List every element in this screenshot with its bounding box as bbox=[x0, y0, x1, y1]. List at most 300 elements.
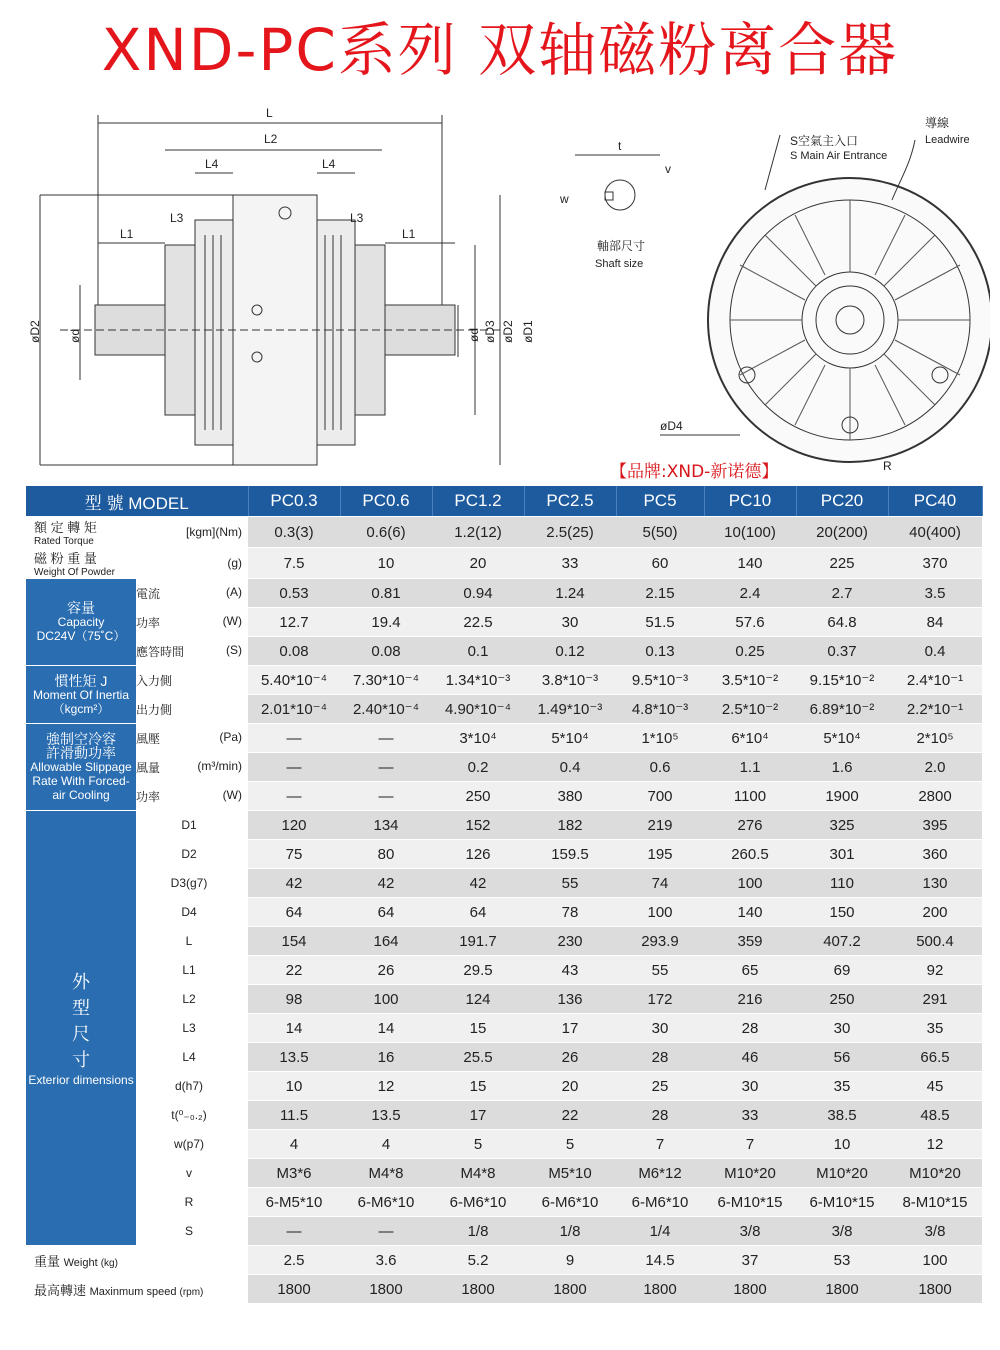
exterior-row-name: w(p7) bbox=[173, 1137, 204, 1151]
capacity-row-unit: (W) bbox=[222, 613, 242, 628]
rated-torque-label bbox=[26, 517, 136, 548]
powder-weight-value-PC40: 370 bbox=[888, 548, 982, 579]
rated-torque-label-en: Rated Torque bbox=[34, 536, 94, 547]
exterior-row-name: L bbox=[185, 934, 193, 948]
capacity-value-PC5: 0.13 bbox=[616, 637, 704, 666]
exterior-row bbox=[26, 985, 982, 1014]
exterior-row-label bbox=[136, 898, 248, 927]
exterior-value-PC40: 500.4 bbox=[888, 927, 982, 956]
slippage-row bbox=[26, 753, 982, 782]
exterior-value-PC0.3: 14 bbox=[248, 1014, 340, 1043]
inertia-value-PC0.3: 5.40*10⁻⁴ bbox=[248, 666, 340, 695]
exterior-value-PC5: 172 bbox=[616, 985, 704, 1014]
rated-torque-value-PC20: 20(200) bbox=[796, 517, 888, 548]
powder-weight-value-PC2.5: 33 bbox=[524, 548, 616, 579]
capacity-value-PC20: 64.8 bbox=[796, 608, 888, 637]
max-speed-value-PC0.6: 1800 bbox=[340, 1275, 432, 1304]
dim-L1-right: L1 bbox=[402, 227, 416, 241]
slippage-cn1: 強制空冷容 bbox=[46, 731, 116, 747]
inertia-value-PC10: 3.5*10⁻² bbox=[704, 666, 796, 695]
powder-weight-unit: (g) bbox=[136, 548, 248, 579]
exterior-row bbox=[26, 927, 982, 956]
exterior-row bbox=[26, 811, 982, 840]
capacity-note: DC24V（75˚C） bbox=[36, 629, 126, 643]
model-PC40: PC40 bbox=[888, 486, 982, 517]
exterior-value-PC5: 55 bbox=[616, 956, 704, 985]
capacity-row-label bbox=[136, 637, 248, 666]
dim-L4-right: L4 bbox=[322, 157, 336, 171]
exterior-value-PC20: 35 bbox=[796, 1072, 888, 1101]
exterior-value-PC10: 33 bbox=[704, 1101, 796, 1130]
exterior-value-PC5: 6-M6*10 bbox=[616, 1188, 704, 1217]
inertia-value-PC0.6: 2.40*10⁻⁴ bbox=[340, 695, 432, 724]
powder-weight-value-PC0.6: 10 bbox=[340, 548, 432, 579]
exterior-value-PC40: 291 bbox=[888, 985, 982, 1014]
model-PC1.2: PC1.2 bbox=[432, 486, 524, 517]
capacity-row-label bbox=[136, 579, 248, 608]
max-speed-cn: 最高轉速 bbox=[34, 1282, 90, 1298]
exterior-value-PC20: 325 bbox=[796, 811, 888, 840]
weight-en: Weight bbox=[63, 1256, 101, 1269]
exterior-value-PC1.2: 25.5 bbox=[432, 1043, 524, 1072]
weight-row bbox=[26, 1246, 982, 1275]
exterior-value-PC10: 276 bbox=[704, 811, 796, 840]
rated-torque-value-PC10: 10(100) bbox=[704, 517, 796, 548]
slippage-en: Allowable Slippage Rate With Forced-air Cooling bbox=[30, 760, 132, 802]
exterior-value-PC5: 74 bbox=[616, 869, 704, 898]
exterior-row-label bbox=[136, 1188, 248, 1217]
exterior-row-name: L2 bbox=[182, 992, 196, 1006]
exterior-row-name: D1 bbox=[181, 818, 197, 832]
leadwire-en: Leadwire bbox=[925, 134, 970, 146]
exterior-value-PC0.3: 154 bbox=[248, 927, 340, 956]
dim-D4: øD4 bbox=[660, 419, 683, 433]
exterior-value-PC0.6: 6-M6*10 bbox=[340, 1188, 432, 1217]
capacity-row bbox=[26, 608, 982, 637]
exterior-row-label bbox=[136, 869, 248, 898]
powder-weight-value-PC5: 60 bbox=[616, 548, 704, 579]
weight-cn: 重量 bbox=[34, 1253, 64, 1269]
dim-w: w bbox=[560, 192, 569, 206]
exterior-value-PC20: 30 bbox=[796, 1014, 888, 1043]
exterior-value-PC40: 8-M10*15 bbox=[888, 1188, 982, 1217]
capacity-row bbox=[26, 579, 982, 608]
dim-v: v bbox=[665, 162, 671, 176]
slippage-row-name: 風量 bbox=[136, 760, 161, 775]
exterior-value-PC40: 3/8 bbox=[888, 1217, 982, 1246]
air-entrance-en: S Main Air Entrance bbox=[790, 150, 888, 162]
inertia-row-label bbox=[136, 666, 248, 695]
exterior-value-PC2.5: 22 bbox=[524, 1101, 616, 1130]
exterior-value-PC2.5: 1/8 bbox=[524, 1217, 616, 1246]
exterior-value-PC1.2: 5 bbox=[432, 1130, 524, 1159]
exterior-value-PC40: 45 bbox=[888, 1072, 982, 1101]
slippage-value-PC0.6: — bbox=[340, 753, 432, 782]
exterior-value-PC1.2: 6-M6*10 bbox=[432, 1188, 524, 1217]
exterior-cn-char-0: 外 bbox=[72, 972, 90, 992]
capacity-cn: 容量 bbox=[67, 600, 95, 616]
capacity-value-PC1.2: 22.5 bbox=[432, 608, 524, 637]
exterior-value-PC1.2: M4*8 bbox=[432, 1159, 524, 1188]
slippage-value-PC10: 1100 bbox=[704, 782, 796, 811]
capacity-row-unit: (A) bbox=[226, 584, 242, 599]
exterior-value-PC5: 28 bbox=[616, 1043, 704, 1072]
rated-torque-unit: [kgm](Nm) bbox=[136, 517, 248, 548]
slippage-value-PC40: 2*10⁵ bbox=[888, 724, 982, 753]
exterior-value-PC0.6: 14 bbox=[340, 1014, 432, 1043]
exterior-value-PC5: 100 bbox=[616, 898, 704, 927]
exterior-value-PC20: 56 bbox=[796, 1043, 888, 1072]
exterior-value-PC0.6: 64 bbox=[340, 898, 432, 927]
capacity-row-label bbox=[136, 608, 248, 637]
weight-value-PC5: 14.5 bbox=[616, 1246, 704, 1275]
rated-torque-value-PC1.2: 1.2(12) bbox=[432, 517, 524, 548]
weight-value-PC0.3: 2.5 bbox=[248, 1246, 340, 1275]
exterior-value-PC2.5: 26 bbox=[524, 1043, 616, 1072]
exterior-value-PC10: 3/8 bbox=[704, 1217, 796, 1246]
slippage-row-label bbox=[136, 724, 248, 753]
slippage-group bbox=[26, 724, 136, 811]
slippage-value-PC2.5: 380 bbox=[524, 782, 616, 811]
exterior-value-PC40: 130 bbox=[888, 869, 982, 898]
inertia-row-label bbox=[136, 695, 248, 724]
capacity-group bbox=[26, 579, 136, 666]
exterior-value-PC0.3: 120 bbox=[248, 811, 340, 840]
exterior-row-label bbox=[136, 1043, 248, 1072]
powder-weight-label bbox=[26, 548, 136, 579]
rated-torque-value-PC2.5: 2.5(25) bbox=[524, 517, 616, 548]
slippage-value-PC1.2: 250 bbox=[432, 782, 524, 811]
exterior-value-PC10: 28 bbox=[704, 1014, 796, 1043]
exterior-row-label bbox=[136, 985, 248, 1014]
slippage-value-PC0.6: — bbox=[340, 782, 432, 811]
leadwire-cn: 導線 bbox=[925, 116, 950, 130]
dim-L2: L2 bbox=[264, 132, 278, 146]
exterior-value-PC0.6: M4*8 bbox=[340, 1159, 432, 1188]
exterior-row-label bbox=[136, 927, 248, 956]
exterior-value-PC1.2: 1/8 bbox=[432, 1217, 524, 1246]
exterior-value-PC2.5: 230 bbox=[524, 927, 616, 956]
exterior-value-PC20: 407.2 bbox=[796, 927, 888, 956]
dim-L1-left: L1 bbox=[120, 227, 134, 241]
exterior-value-PC5: 1/4 bbox=[616, 1217, 704, 1246]
model-header: 型 號 MODEL bbox=[26, 486, 248, 517]
exterior-row bbox=[26, 1130, 982, 1159]
inertia-value-PC40: 2.4*10⁻¹ bbox=[888, 666, 982, 695]
exterior-row-label bbox=[136, 1130, 248, 1159]
exterior-row-name: L1 bbox=[182, 963, 196, 977]
exterior-value-PC10: 100 bbox=[704, 869, 796, 898]
spec-table bbox=[26, 486, 983, 1304]
exterior-row bbox=[26, 1043, 982, 1072]
capacity-value-PC0.6: 19.4 bbox=[340, 608, 432, 637]
exterior-value-PC10: 30 bbox=[704, 1072, 796, 1101]
exterior-value-PC5: 293.9 bbox=[616, 927, 704, 956]
exterior-value-PC40: 200 bbox=[888, 898, 982, 927]
exterior-value-PC2.5: 43 bbox=[524, 956, 616, 985]
exterior-value-PC10: 260.5 bbox=[704, 840, 796, 869]
exterior-value-PC20: 10 bbox=[796, 1130, 888, 1159]
exterior-group bbox=[26, 811, 136, 1246]
inertia-cn: 慣性矩 J bbox=[54, 672, 108, 689]
exterior-row bbox=[26, 1101, 982, 1130]
slippage-value-PC40: 2800 bbox=[888, 782, 982, 811]
exterior-row-name: D2 bbox=[181, 847, 197, 861]
air-entrance-cn: S空氣主入口 bbox=[790, 134, 859, 148]
exterior-value-PC20: 301 bbox=[796, 840, 888, 869]
inertia-value-PC1.2: 1.34*10⁻³ bbox=[432, 666, 524, 695]
slippage-row-unit: (Pa) bbox=[219, 729, 242, 744]
exterior-value-PC5: 25 bbox=[616, 1072, 704, 1101]
exterior-value-PC2.5: 159.5 bbox=[524, 840, 616, 869]
inertia-value-PC2.5: 1.49*10⁻³ bbox=[524, 695, 616, 724]
exterior-row-name: D4 bbox=[181, 905, 197, 919]
exterior-value-PC40: 395 bbox=[888, 811, 982, 840]
exterior-value-PC0.3: 13.5 bbox=[248, 1043, 340, 1072]
model-PC5: PC5 bbox=[616, 486, 704, 517]
dim-L3-right: L3 bbox=[350, 211, 364, 225]
table-header-row bbox=[26, 486, 982, 517]
capacity-row bbox=[26, 637, 982, 666]
weight-value-PC40: 100 bbox=[888, 1246, 982, 1275]
slippage-row-name: 風壓 bbox=[136, 731, 161, 746]
exterior-value-PC20: 150 bbox=[796, 898, 888, 927]
inertia-row-name: 出力側 bbox=[136, 702, 173, 717]
slippage-row-label bbox=[136, 782, 248, 811]
rated-torque-row bbox=[26, 517, 982, 548]
capacity-en: Capacity bbox=[57, 615, 105, 629]
exterior-value-PC20: M10*20 bbox=[796, 1159, 888, 1188]
inertia-unit: （kgcm²） bbox=[52, 701, 110, 716]
inertia-row bbox=[26, 695, 982, 724]
exterior-value-PC1.2: 64 bbox=[432, 898, 524, 927]
exterior-value-PC10: M10*20 bbox=[704, 1159, 796, 1188]
capacity-row-name: 電流 bbox=[136, 586, 161, 601]
powder-weight-label-cn: 磁 粉 重 量 bbox=[34, 551, 97, 566]
exterior-value-PC40: 92 bbox=[888, 956, 982, 985]
exterior-value-PC10: 65 bbox=[704, 956, 796, 985]
model-PC0.3: PC0.3 bbox=[248, 486, 340, 517]
slippage-value-PC5: 0.6 bbox=[616, 753, 704, 782]
exterior-value-PC20: 6-M10*15 bbox=[796, 1188, 888, 1217]
inertia-value-PC5: 4.8*10⁻³ bbox=[616, 695, 704, 724]
exterior-value-PC2.5: 17 bbox=[524, 1014, 616, 1043]
exterior-value-PC10: 46 bbox=[704, 1043, 796, 1072]
capacity-value-PC40: 0.4 bbox=[888, 637, 982, 666]
rated-torque-value-PC0.3: 0.3(3) bbox=[248, 517, 340, 548]
exterior-value-PC0.3: — bbox=[248, 1217, 340, 1246]
exterior-value-PC40: 360 bbox=[888, 840, 982, 869]
max-speed-value-PC0.3: 1800 bbox=[248, 1275, 340, 1304]
inertia-value-PC40: 2.2*10⁻¹ bbox=[888, 695, 982, 724]
exterior-row-name: S bbox=[184, 1224, 193, 1238]
exterior-value-PC40: 12 bbox=[888, 1130, 982, 1159]
capacity-row-name: 功率 bbox=[136, 615, 161, 630]
capacity-value-PC2.5: 0.12 bbox=[524, 637, 616, 666]
exterior-value-PC2.5: 78 bbox=[524, 898, 616, 927]
capacity-value-PC10: 57.6 bbox=[704, 608, 796, 637]
dim-D1: øD1 bbox=[521, 320, 535, 343]
exterior-value-PC0.3: M3*6 bbox=[248, 1159, 340, 1188]
exterior-value-PC5: 219 bbox=[616, 811, 704, 840]
capacity-value-PC0.6: 0.81 bbox=[340, 579, 432, 608]
capacity-row-unit: (S) bbox=[226, 642, 242, 657]
capacity-value-PC20: 0.37 bbox=[796, 637, 888, 666]
slippage-value-PC20: 5*10⁴ bbox=[796, 724, 888, 753]
max-speed-value-PC40: 1800 bbox=[888, 1275, 982, 1304]
slippage-value-PC1.2: 3*10⁴ bbox=[432, 724, 524, 753]
weight-label bbox=[26, 1246, 248, 1275]
weight-value-PC2.5: 9 bbox=[524, 1246, 616, 1275]
exterior-row-name: d(h7) bbox=[174, 1079, 203, 1093]
exterior-value-PC1.2: 191.7 bbox=[432, 927, 524, 956]
exterior-value-PC20: 110 bbox=[796, 869, 888, 898]
exterior-value-PC1.2: 152 bbox=[432, 811, 524, 840]
capacity-value-PC1.2: 0.1 bbox=[432, 637, 524, 666]
exterior-value-PC0.6: 164 bbox=[340, 927, 432, 956]
capacity-value-PC2.5: 1.24 bbox=[524, 579, 616, 608]
exterior-value-PC10: 7 bbox=[704, 1130, 796, 1159]
inertia-group bbox=[26, 666, 136, 724]
exterior-row-label bbox=[136, 1159, 248, 1188]
exterior-row bbox=[26, 1188, 982, 1217]
exterior-row bbox=[26, 1159, 982, 1188]
model-PC10: PC10 bbox=[704, 486, 796, 517]
slippage-value-PC5: 1*10⁵ bbox=[616, 724, 704, 753]
inertia-en: Moment Of Inertia bbox=[32, 687, 130, 702]
slippage-row-label bbox=[136, 753, 248, 782]
dim-D2-right: øD2 bbox=[501, 320, 515, 343]
exterior-value-PC0.6: 4 bbox=[340, 1130, 432, 1159]
max-speed-label bbox=[26, 1275, 248, 1304]
inertia-value-PC10: 2.5*10⁻² bbox=[704, 695, 796, 724]
inertia-value-PC20: 6.89*10⁻² bbox=[796, 695, 888, 724]
exterior-value-PC0.6: 12 bbox=[340, 1072, 432, 1101]
exterior-value-PC2.5: 6-M6*10 bbox=[524, 1188, 616, 1217]
weight-unit: (kg) bbox=[100, 1257, 118, 1269]
exterior-value-PC0.6: 100 bbox=[340, 985, 432, 1014]
rated-torque-value-PC40: 40(400) bbox=[888, 517, 982, 548]
powder-weight-value-PC1.2: 20 bbox=[432, 548, 524, 579]
powder-weight-row bbox=[26, 548, 982, 579]
exterior-value-PC20: 69 bbox=[796, 956, 888, 985]
slippage-value-PC0.6: — bbox=[340, 724, 432, 753]
slippage-value-PC10: 1.1 bbox=[704, 753, 796, 782]
shaft-size-cn: 軸部尺寸 bbox=[597, 239, 646, 253]
dim-D3: øD3 bbox=[483, 320, 497, 343]
powder-weight-value-PC20: 225 bbox=[796, 548, 888, 579]
slippage-value-PC40: 2.0 bbox=[888, 753, 982, 782]
slippage-value-PC0.3: — bbox=[248, 753, 340, 782]
inertia-value-PC0.6: 7.30*10⁻⁴ bbox=[340, 666, 432, 695]
exterior-row bbox=[26, 1014, 982, 1043]
capacity-value-PC0.3: 0.08 bbox=[248, 637, 340, 666]
exterior-value-PC0.3: 10 bbox=[248, 1072, 340, 1101]
model-PC0.6: PC0.6 bbox=[340, 486, 432, 517]
inertia-value-PC20: 9.15*10⁻² bbox=[796, 666, 888, 695]
weight-value-PC10: 37 bbox=[704, 1246, 796, 1275]
exterior-value-PC0.6: 80 bbox=[340, 840, 432, 869]
exterior-value-PC20: 38.5 bbox=[796, 1101, 888, 1130]
exterior-value-PC10: 216 bbox=[704, 985, 796, 1014]
dim-d-left: ød bbox=[68, 328, 82, 343]
inertia-row-name: 入力側 bbox=[136, 673, 173, 688]
exterior-value-PC40: 66.5 bbox=[888, 1043, 982, 1072]
exterior-value-PC0.3: 64 bbox=[248, 898, 340, 927]
exterior-row-name: L3 bbox=[182, 1021, 196, 1035]
exterior-value-PC2.5: M5*10 bbox=[524, 1159, 616, 1188]
exterior-value-PC10: 359 bbox=[704, 927, 796, 956]
slippage-value-PC2.5: 0.4 bbox=[524, 753, 616, 782]
exterior-value-PC0.3: 75 bbox=[248, 840, 340, 869]
rated-torque-value-PC0.6: 0.6(6) bbox=[340, 517, 432, 548]
exterior-value-PC40: M10*20 bbox=[888, 1159, 982, 1188]
model-PC2.5: PC2.5 bbox=[524, 486, 616, 517]
max-speed-en: Maxinmum speed bbox=[89, 1285, 180, 1298]
max-speed-value-PC5: 1800 bbox=[616, 1275, 704, 1304]
capacity-value-PC5: 2.15 bbox=[616, 579, 704, 608]
exterior-row-label bbox=[136, 1072, 248, 1101]
exterior-value-PC5: 195 bbox=[616, 840, 704, 869]
dim-d-right: ød bbox=[467, 327, 481, 342]
rated-torque-label-cn: 額 定 轉 矩 bbox=[34, 520, 97, 535]
exterior-row-label bbox=[136, 811, 248, 840]
exterior-row-name: v bbox=[186, 1166, 192, 1180]
exterior-value-PC1.2: 29.5 bbox=[432, 956, 524, 985]
shaft-size-en: Shaft size bbox=[595, 258, 644, 270]
exterior-row bbox=[26, 898, 982, 927]
dim-R: R bbox=[883, 459, 892, 473]
slippage-row bbox=[26, 782, 982, 811]
exterior-value-PC5: M6*12 bbox=[616, 1159, 704, 1188]
powder-weight-label-en: Weight Of Powder bbox=[34, 567, 115, 578]
exterior-row bbox=[26, 1217, 982, 1246]
slippage-value-PC2.5: 5*10⁴ bbox=[524, 724, 616, 753]
exterior-value-PC0.6: — bbox=[340, 1217, 432, 1246]
slippage-value-PC20: 1.6 bbox=[796, 753, 888, 782]
slippage-value-PC20: 1900 bbox=[796, 782, 888, 811]
weight-value-PC20: 53 bbox=[796, 1246, 888, 1275]
powder-weight-value-PC0.3: 7.5 bbox=[248, 548, 340, 579]
capacity-value-PC20: 2.7 bbox=[796, 579, 888, 608]
capacity-row-name: 應答時間 bbox=[136, 644, 185, 659]
exterior-value-PC40: 48.5 bbox=[888, 1101, 982, 1130]
exterior-row-label bbox=[136, 956, 248, 985]
slippage-cn2: 許滑動功率 bbox=[46, 745, 116, 761]
exterior-value-PC0.3: 42 bbox=[248, 869, 340, 898]
exterior-value-PC20: 250 bbox=[796, 985, 888, 1014]
exterior-row bbox=[26, 840, 982, 869]
exterior-value-PC1.2: 126 bbox=[432, 840, 524, 869]
exterior-row-label bbox=[136, 1014, 248, 1043]
exterior-row-name: L4 bbox=[182, 1050, 196, 1064]
capacity-value-PC1.2: 0.94 bbox=[432, 579, 524, 608]
exterior-value-PC1.2: 124 bbox=[432, 985, 524, 1014]
dim-L3-left: L3 bbox=[170, 211, 184, 225]
inertia-row bbox=[26, 666, 982, 695]
exterior-row-name: D3(g7) bbox=[170, 876, 208, 890]
exterior-value-PC40: 35 bbox=[888, 1014, 982, 1043]
exterior-cn-char-2: 尺 bbox=[72, 1024, 90, 1044]
exterior-value-PC0.3: 98 bbox=[248, 985, 340, 1014]
exterior-row bbox=[26, 869, 982, 898]
capacity-value-PC10: 2.4 bbox=[704, 579, 796, 608]
exterior-en: Exterior dimensions bbox=[28, 1073, 134, 1087]
max-speed-value-PC1.2: 1800 bbox=[432, 1275, 524, 1304]
inertia-value-PC5: 9.5*10⁻³ bbox=[616, 666, 704, 695]
technical-drawing bbox=[20, 95, 990, 485]
exterior-value-PC20: 3/8 bbox=[796, 1217, 888, 1246]
